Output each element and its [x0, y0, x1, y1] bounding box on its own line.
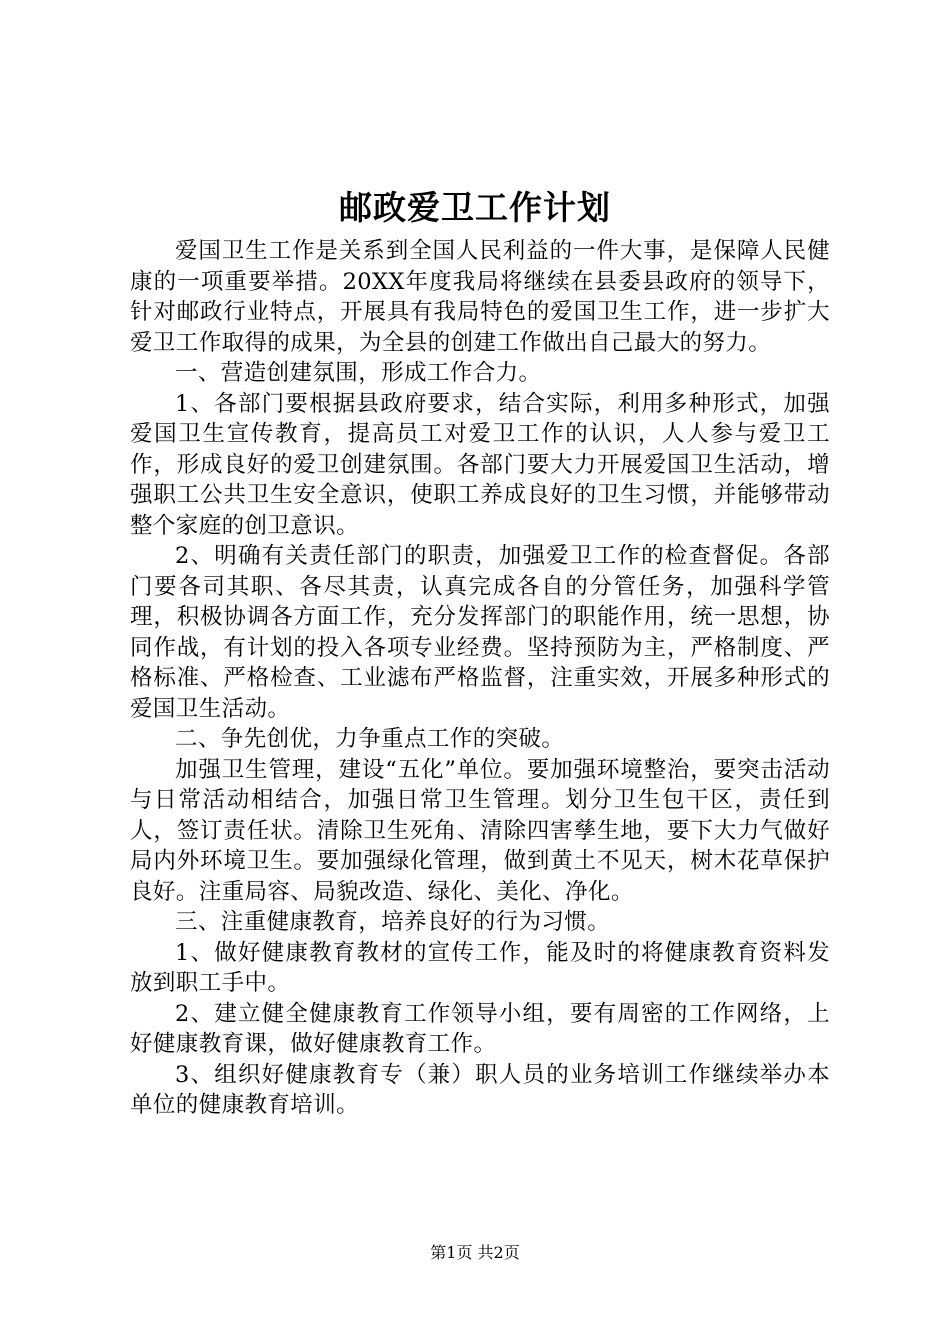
section-3-item-3: 3、组织好健康教育专（兼）职人员的业务培训工作继续举办本单位的健康教育培训。 [130, 1061, 830, 1118]
document-body [130, 236, 830, 1121]
section-3-heading: 三、注重健康教育，培养良好的行为习惯。 [175, 909, 611, 935]
section-3-item-2: 2、建立健全健康教育工作领导小组，要有周密的工作网络，上好健康教育课，做好健康教育工作。 [130, 1000, 830, 1057]
document-title: 邮政爱卫工作计划 [339, 188, 611, 227]
page-number-footer: 第1页 共2页 [430, 1243, 520, 1262]
section-1-item-1: 1、各部门要根据县政府要求，结合实际，利用多种形式，加强爱国卫生宣传教育，提高员工对爱卫工作的认识，人人参与爱卫工作，形成良好的爱卫创建氛围。各部门要大力开展爱国卫生活动，增强职工公共卫生安全意识，使职工养成良好的卫生习惯，并能够带动整个家庭的创卫意识。 [130, 390, 830, 539]
section-2-body: 加强卫生管理，建设“五化”单位。要加强环境整治，要突击活动与日常活动相结合，加强日常卫生管理。划分卫生包干区，责任到人，签订责任状。清除卫生死角、清除四害孳生地，要下大力气做好局内外环境卫生。要加强绿化管理，做到黄土不见天，树木花草保护良好。注重局容、局貌改造、绿化、美化、净化。 [130, 756, 830, 905]
section-3-item-1: 1、做好健康教育教材的宣传工作，能及时的将健康教育资料发放到职工手中。 [130, 939, 830, 996]
section-2-heading: 二、争先创优，力争重点工作的突破。 [175, 726, 565, 752]
section-1-item-2: 2、明确有关责任部门的职责，加强爱卫工作的检查督促。各部门要各司其职、各尽其责，认真完成各自的分管任务，加强科学管理，积极协调各方面工作，充分发挥部门的职能作用，统一思想，协同作战，有计划的投入各项专业经费。坚持预防为主，严格制度、严格标准、严格检查、工业滤布严格监督，注重实效，开展多种形式的爱国卫生活动。 [130, 543, 830, 722]
intro-paragraph: 爱国卫生工作是关系到全国人民利益的一件大事，是保障人民健康的一项重要举措。20XX年度我局将继续在县委县政府的领导下，针对邮政行业特点，开展具有我局特色的爱国卫生工作，进一步扩大爱卫工作取得的成果，为全县的创建工作做出自己最大的努力。 [130, 238, 830, 356]
section-1-heading: 一、营造创建氛围，形成工作合力。 [175, 360, 542, 386]
